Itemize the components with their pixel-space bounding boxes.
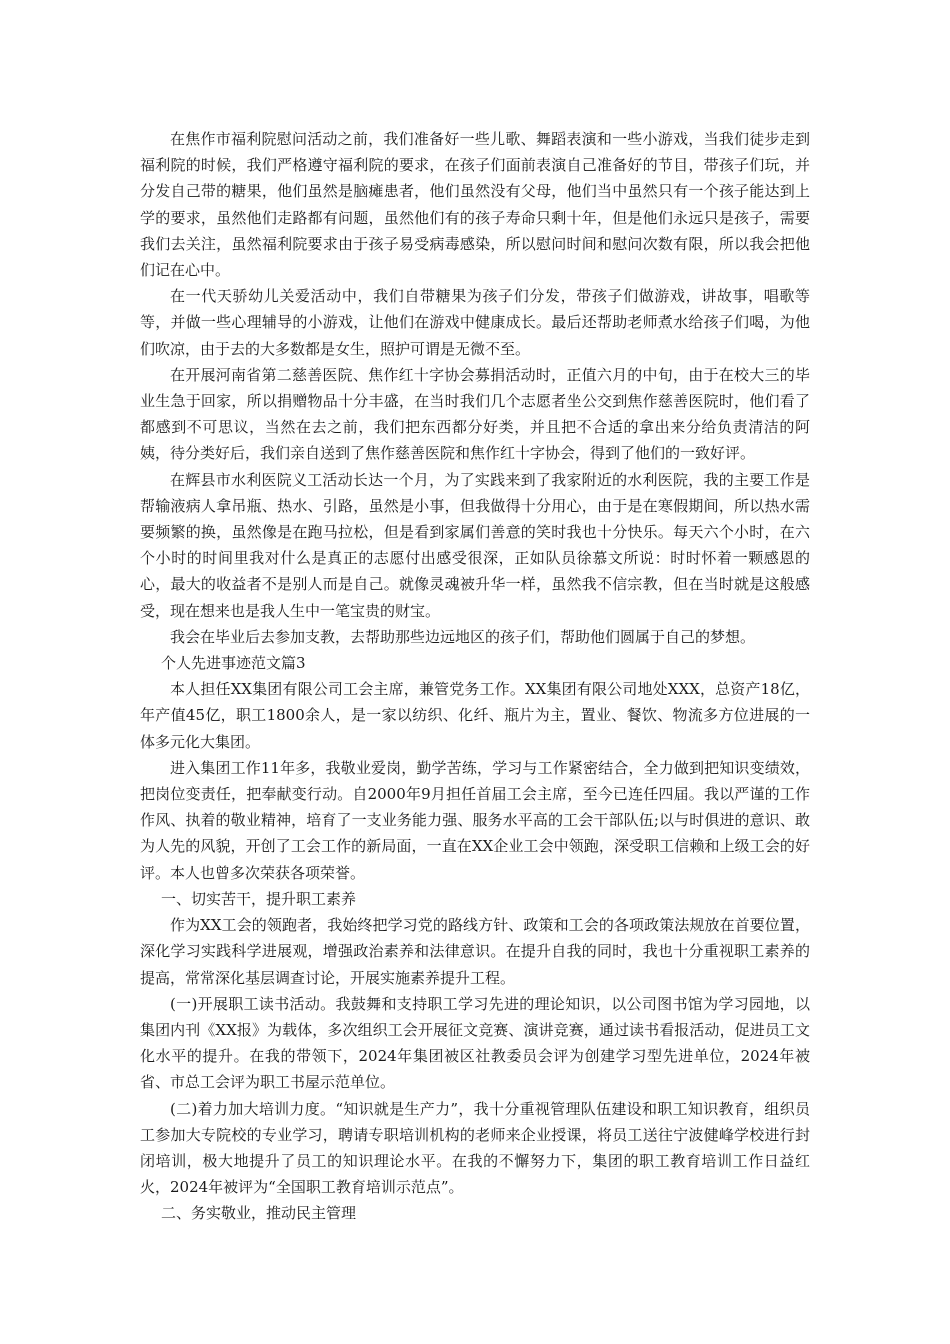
paragraph-donation: 在开展河南省第二慈善医院、焦作红十字协会募捐活动时，正值六月的中旬，由于在校大三的毕业生急于回家，所以捐赠物品十分丰盛，在当时我们几个志愿者坐公交到焦作慈善医院时，他们看了都感到不可思议，当然在去之前，我们把东西都分好类，并且把不合适的拿出来分给负责清洁的阿姨，待分类好后，我们亲自送到了焦作慈善医院和焦作红十字协会，得到了他们的一致好评。 [140, 365, 810, 463]
paragraph-training: (二)着力加大培训力度。“知识就是生产力”，我十分重视管理队伍建设和职工知识教育，组织员工参加大专院校的专业学习，聘请专职培训机构的老师来企业授课，将员工送往宁波健峰学校进行封闭培训，极大地提升了员工的知识理论水平。在我的不懈努力下，集团的职工教育培训工作日益红火，2024年被评为“全国职工教育培训示范点”。 [140, 1099, 810, 1197]
paragraph-hospital-volunteer: 在辉县市水利医院义工活动长达一个月，为了实践来到了我家附近的水利医院，我的主要工作是帮输液病人拿吊瓶、热水、引路，虽然是小事，但我做得十分用心，由于是在寒假期间，所以热水需要频繁的换，虽然像是在跑马拉松，但是看到家属们善意的笑时我也十分快乐。每天六个小时，在六个小时的时间里我对什么是真正的志愿付出感受很深，正如队员徐慕文所说：时时怀着一颗感恩的心，最大的收益者不是别人而是自己。就像灵魂被升华一样，虽然我不信宗教，但在当时就是这般感受，现在想来也是我人生中一笔宝贵的财宝。 [140, 470, 810, 620]
section-title: 个人先进事迹范文篇3 [161, 654, 306, 673]
document-body [140, 126, 810, 1227]
paragraph-leadership: 作为XX工会的领跑者，我始终把学习党的路线方针、政策和工会的各项政策法规放在首要位置，深化学习实践科学进展观，增强政治素养和法律意识。在提升自我的同时，我也十分重视职工素养的提高，常常深化基层调查讨论，开展实施素养提升工程。 [140, 916, 810, 987]
paragraph-career: 进入集团工作11年多，我敬业爱岗，勤学苦练，学习与工作紧密结合，全力做到把知识变绩效，把岗位变责任，把奉献变行动。自2000年9月担任首届工会主席，至今已连任四届。我以严谨的工作作风、执着的敬业精神，培育了一支业务能力强、服务水平高的工会干部队伍;以与时俱进的意识、敢为人先的风貌，开创了工会工作的新局面，一直在XX企业工会中领跑，深受职工信赖和上级工会的好评。本人也曾多次荣获各项荣誉。 [140, 758, 810, 882]
paragraph-teaching-plan: 我会在毕业后去参加支教，去帮助那些边远地区的孩子们，帮助他们圆属于自己的梦想。 [170, 627, 756, 646]
paragraph-kindergarten: 在一代天骄幼儿关爱活动中，我们自带糖果为孩子们分发，带孩子们做游戏，讲故事，唱歌等等，并做一些心理辅导的小游戏，让他们在游戏中健康成长。最后还帮助老师煮水给孩子们喝，为他们吹凉，由于去的大多数都是女生，照护可谓是无微不至。 [140, 287, 810, 358]
subheading-one: 一、切实苦干，提升职工素养 [161, 889, 357, 908]
paragraph-welfare-visit: 在焦作市福利院慰问活动之前，我们准备好一些儿歌、舞蹈表演和一些小游戏，当我们徒步走到福利院的时候，我们严格遵守福利院的要求，在孩子们面前表演自己准备好的节目，带孩子们玩，并分发自己带的糖果，他们虽然是脑瘫患者，他们虽然没有父母，他们当中虽然只有一个孩子能达到上学的要求，虽然他们走路都有问题，虽然他们有的孩子寿命只剩十年，但是他们永远只是孩子，需要我们去关注，虽然福利院要求由于孩子易受病毒感染，所以慰问时间和慰问次数有限，所以我会把他们记在心中。 [140, 130, 810, 280]
paragraph-reading: (一)开展职工读书活动。我鼓舞和支持职工学习先进的理论知识，以公司图书馆为学习园地，以集团内刊《XX报》为载体，多次组织工会开展征文竞赛、演讲竞赛，通过读书看报活动，促进员工文化水平的提升。在我的带领下，2024年集团被区社教委员会评为创建学习型先进单位，2024年被省、市总工会评为职工书屋示范单位。 [140, 994, 810, 1092]
paragraph-introduction: 本人担任XX集团有限公司工会主席，兼管党务工作。XX集团有限公司地处XXX，总资产18亿，年产值45亿，职工1800余人，是一家以纺织、化纤、瓶片为主，置业、餐饮、物流多方位进展的一体多元化大集团。 [140, 680, 810, 751]
subheading-two: 二、务实敬业，推动民主管理 [161, 1204, 357, 1223]
